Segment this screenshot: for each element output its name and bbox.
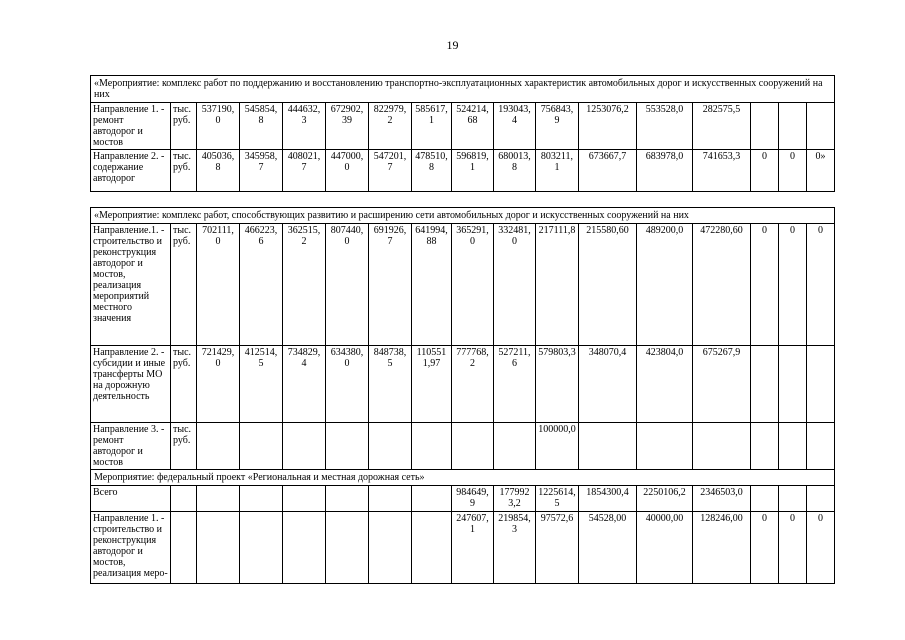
cell-value <box>283 423 326 470</box>
cell-value: 702111, 0 <box>197 224 240 346</box>
cell-value: 848738, 5 <box>369 346 412 423</box>
cell-value: 673667,7 <box>579 150 637 192</box>
cell-value <box>369 512 412 584</box>
row-label: Направление 1. - ремонт автодорог и мостов <box>91 103 171 150</box>
row-unit: тыс. руб. <box>171 224 197 346</box>
cell-value <box>412 512 452 584</box>
cell-value <box>283 512 326 584</box>
cell-value <box>751 486 779 512</box>
cell-value <box>283 486 326 512</box>
page-number: 19 <box>446 38 459 52</box>
cell-value: 807440, 0 <box>326 224 369 346</box>
cell-value <box>197 486 240 512</box>
table-title: «Мероприятие: комплекс работ по поддержанию и восстановлению транспортно-эксплуатационных характеристик автомобильных дорог и искусственных сооружений на них <box>91 76 835 103</box>
row-label: Направление.1. - строительство и реконструкция автодорог и мостов, реализация мероприятий местного значения <box>91 224 171 346</box>
cell-value <box>579 423 637 470</box>
cell-value: 247607, 1 <box>452 512 494 584</box>
cell-value: 444632, 3 <box>283 103 326 150</box>
cell-value: 0 <box>779 150 807 192</box>
cell-value: 332481, 0 <box>494 224 536 346</box>
cell-value: 691926, 7 <box>369 224 412 346</box>
table-row <box>91 512 835 584</box>
cell-value: 128246,00 <box>693 512 751 584</box>
cell-value: 0 <box>751 224 779 346</box>
cell-value <box>751 346 779 423</box>
row-unit: тыс. руб. <box>171 150 197 192</box>
cell-value: 177992 3,2 <box>494 486 536 512</box>
row-unit: тыс. руб. <box>171 346 197 423</box>
cell-value: 100000,0 <box>536 423 579 470</box>
row-label: Всего <box>91 486 171 512</box>
cell-value: 721429, 0 <box>197 346 240 423</box>
table-row <box>91 346 835 423</box>
cell-value: 675267,9 <box>693 346 751 423</box>
cell-value <box>494 423 536 470</box>
measures-table-maintenance <box>90 75 835 192</box>
cell-value: 215580,60 <box>579 224 637 346</box>
table-title: «Мероприятие: комплекс работ, способствующих развитию и расширению сети автомобильных дорог и искусственных сооружений на них <box>91 208 835 224</box>
cell-value <box>779 486 807 512</box>
cell-value <box>240 423 283 470</box>
cell-value <box>240 512 283 584</box>
cell-value: 408021, 7 <box>283 150 326 192</box>
cell-value: 97572,6 <box>536 512 579 584</box>
cell-value: 345958, 7 <box>240 150 283 192</box>
cell-value: 2346503,0 <box>693 486 751 512</box>
cell-value: 466223, 6 <box>240 224 283 346</box>
cell-value <box>807 103 835 150</box>
cell-value <box>751 423 779 470</box>
cell-value: 217111,8 <box>536 224 579 346</box>
cell-value: 0» <box>807 150 835 192</box>
table-row <box>91 150 835 192</box>
cell-value: 984649, 9 <box>452 486 494 512</box>
cell-value: 0 <box>751 150 779 192</box>
cell-value: 405036, 8 <box>197 150 240 192</box>
cell-value <box>197 423 240 470</box>
table-row-total <box>91 486 835 512</box>
cell-value: 0 <box>779 224 807 346</box>
cell-value <box>240 486 283 512</box>
cell-value: 0 <box>751 512 779 584</box>
table-row <box>91 224 835 346</box>
cell-value: 447000, 0 <box>326 150 369 192</box>
cell-value <box>326 512 369 584</box>
row-label: Направление 2. - содержание автодорог <box>91 150 171 192</box>
cell-value <box>779 103 807 150</box>
cell-value: 641994, 88 <box>412 224 452 346</box>
cell-value: 803211, 1 <box>536 150 579 192</box>
row-unit <box>171 486 197 512</box>
cell-value: 585617, 1 <box>412 103 452 150</box>
cell-value: 527211, 6 <box>494 346 536 423</box>
cell-value <box>807 486 835 512</box>
cell-value: 219854, 3 <box>494 512 536 584</box>
cell-value <box>369 423 412 470</box>
cell-value: 537190, 0 <box>197 103 240 150</box>
table-row <box>91 103 835 150</box>
cell-value: 545854, 8 <box>240 103 283 150</box>
row-label: Направление 3. - ремонт автодорог и мостов <box>91 423 171 470</box>
cell-value <box>807 346 835 423</box>
cell-value: 524214, 68 <box>452 103 494 150</box>
cell-value: 634380, 0 <box>326 346 369 423</box>
cell-value: 672902, 39 <box>326 103 369 150</box>
cell-value: 553528,0 <box>637 103 693 150</box>
cell-value: 822979, 2 <box>369 103 412 150</box>
cell-value: 193043, 4 <box>494 103 536 150</box>
cell-value: 596819, 1 <box>452 150 494 192</box>
cell-value <box>452 423 494 470</box>
cell-value: 110551 1,97 <box>412 346 452 423</box>
cell-value: 348070,4 <box>579 346 637 423</box>
row-unit: тыс. руб. <box>171 103 197 150</box>
cell-value: 0 <box>779 512 807 584</box>
cell-value <box>779 423 807 470</box>
row-unit: тыс. руб. <box>171 423 197 470</box>
cell-value <box>693 423 751 470</box>
cell-value: 0 <box>807 224 835 346</box>
cell-value: 412514, 5 <box>240 346 283 423</box>
cell-value: 1854300,4 <box>579 486 637 512</box>
cell-value: 579803,3 <box>536 346 579 423</box>
cell-value: 365291, 0 <box>452 224 494 346</box>
cell-value <box>779 346 807 423</box>
cell-value: 547201, 7 <box>369 150 412 192</box>
cell-value: 0 <box>807 512 835 584</box>
cell-value <box>412 423 452 470</box>
cell-value <box>412 486 452 512</box>
cell-value <box>369 486 412 512</box>
cell-value: 478510, 8 <box>412 150 452 192</box>
row-label: Направление 1. - строительство и реконструкция автодорог и мостов, реализация меро- <box>91 512 171 584</box>
cell-value: 756843, 9 <box>536 103 579 150</box>
cell-value: 2250106,2 <box>637 486 693 512</box>
cell-value: 423804,0 <box>637 346 693 423</box>
cell-value: 680013, 8 <box>494 150 536 192</box>
cell-value: 1253076,2 <box>579 103 637 150</box>
cell-value <box>197 512 240 584</box>
cell-value <box>637 423 693 470</box>
cell-value: 777768, 2 <box>452 346 494 423</box>
cell-value: 734829, 4 <box>283 346 326 423</box>
cell-value: 54528,00 <box>579 512 637 584</box>
measures-table-development <box>90 207 835 584</box>
cell-value: 472280,60 <box>693 224 751 346</box>
cell-value <box>326 423 369 470</box>
cell-value: 362515, 2 <box>283 224 326 346</box>
cell-value <box>807 423 835 470</box>
cell-value <box>326 486 369 512</box>
cell-value <box>751 103 779 150</box>
row-label: Направление 2. - субсидии и иные трансферты МО на дорожную деятельность <box>91 346 171 423</box>
row-unit <box>171 512 197 584</box>
cell-value: 741653,3 <box>693 150 751 192</box>
cell-value: 683978,0 <box>637 150 693 192</box>
cell-value: 40000,00 <box>637 512 693 584</box>
table-row <box>91 423 835 470</box>
cell-value: 489200,0 <box>637 224 693 346</box>
section-subheading: Мероприятие: федеральный проект «Региональная и местная дорожная сеть» <box>91 470 835 486</box>
cell-value: 1225614, 5 <box>536 486 579 512</box>
cell-value: 282575,5 <box>693 103 751 150</box>
